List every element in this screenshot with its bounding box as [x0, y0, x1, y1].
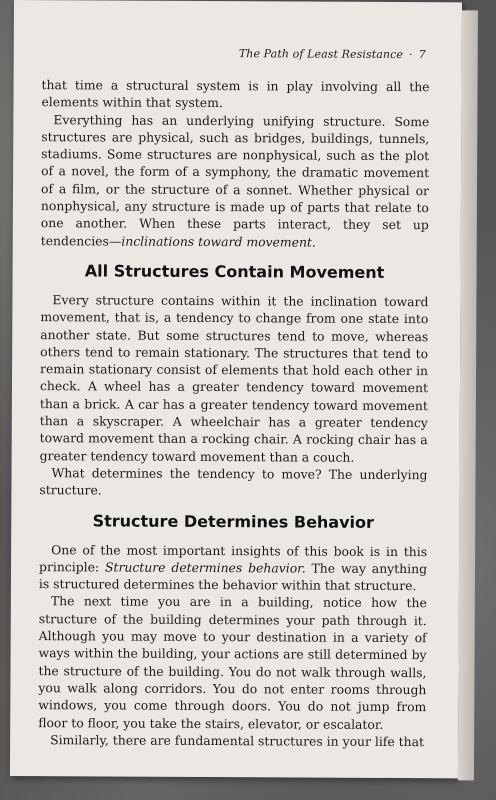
paragraph: [41, 111, 430, 251]
paragraph-text: The way anything is structured determines the behavior within that structure.: [38, 560, 428, 594]
emphasis-text: Structure determines behavior.: [104, 559, 306, 576]
paragraph-text: Everything has an underlying unifying structure. Some structures are physical, such as bridges, buildings, tunnels, stadiums. Some structures are nonphysical, such as the plot of a novel, the form of a symphony, the dramatic movement of a film, or the structure of a sonnet. Whether physical or nonphysical, any structure is made up of parts that relate to one another. When these parts interact, they set up tendencies—: [40, 111, 430, 249]
emphasis-text: inclinations toward movement.: [121, 233, 316, 250]
paragraph: Similarly, there are fundamental structures in your life that: [50, 731, 425, 749]
paragraph-continued: that time a structural system is in play involving all the elements within that system.: [41, 77, 430, 111]
section-heading: All Structures Contain Movement: [84, 261, 385, 282]
section-heading: Structure Determines Behavior: [92, 510, 374, 532]
paragraph: What determines the tendency to move? The underlying structure.: [39, 465, 428, 498]
header-title: The Path of Least Resistance: [238, 47, 404, 62]
page-number: 7: [418, 48, 426, 62]
paragraph: [39, 541, 427, 595]
book-page: [10, 0, 462, 778]
paragraph: Every structure contains within it the inclination toward movement, that is, a tendency to change from one state into another state. But some structures tend to move, whereas others tend to remain stationary. The structures that tend to remain stationary consist of elements that hold each other in check. A wheel has a greater tendency toward movement than a brick. A car has a greater tendency toward movement than a skyscraper. A wheelchair has a greater tendency toward movement than a rocking chair. A rocking chair has a greater tendency toward movement than a couch.: [39, 292, 429, 465]
paragraph: The next time you are in a building, notice how the structure of the building determines your path through it. Although you may move to your destination in a variety of ways within the building, your actions are still determined by the structure of the building. You do not walk through walls, you walk along corridors. You do not enter rooms through windows, you come through doors. You do not jump from floor to floor, you take the stairs, elevator, or escalator.: [38, 593, 427, 732]
running-header: [239, 47, 426, 61]
header-separator: ·: [408, 48, 413, 62]
body-text: [38, 76, 430, 750]
paragraph-text: One of the most important insights of this book is in this principle:: [38, 541, 428, 575]
